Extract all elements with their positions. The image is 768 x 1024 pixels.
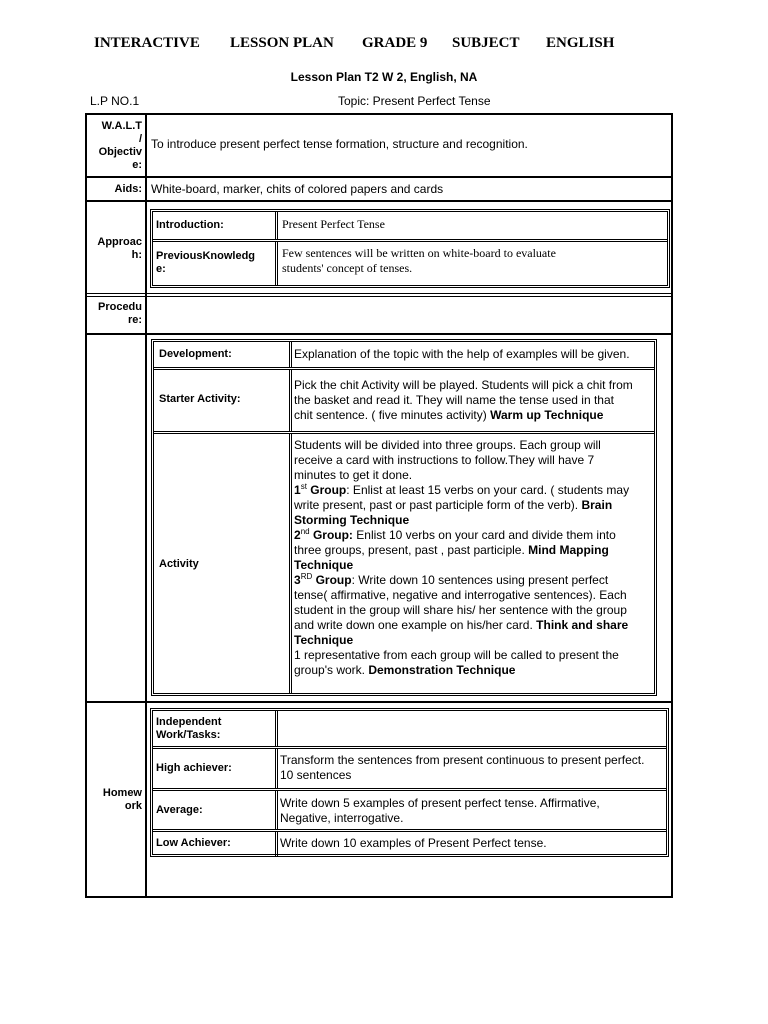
row-divider: [85, 200, 673, 202]
plan-title: Lesson Plan T2 W 2, English, NA: [290, 70, 478, 84]
row-divider: [85, 701, 673, 703]
starter-activity-label: Starter Activity:: [159, 393, 241, 405]
previous-knowledge-label: PreviousKnowledg e:: [156, 250, 256, 275]
introduction-text: Present Perfect Tense: [282, 217, 385, 231]
starter-activity-text: Pick the chit Activity will be played. Students will pick a chit from the basket and read it. They will name the tense used in that chit sentence. ( five minutes activity) Warm up Technique: [294, 378, 633, 422]
previous-knowledge-row: [153, 242, 667, 285]
row-divider: [85, 333, 673, 335]
activity-label: Activity: [159, 558, 199, 570]
header-english: ENGLISH: [546, 35, 615, 51]
starter-activity-row: [154, 370, 654, 434]
activity-text: Students will be divided into three groups. Each group will receive a card with instructions to follow.They will have 7 minutes to get it done. 1st Group: Enlist at least 15 verbs on your card. ( students may write present, past or past participle form of the verb). Brain Storming Technique 2nd Group: Enlist 10 verbs on your card and divide them into three groups, present, past , past participle. Mind Mapping Technique 3RD Group: Write down 10 sentences using present perfect tense( affirmative, negative and interrogative sentences). Each student in the group will share his/ her sentence with the group and write down one example on his/her card. Think and share Technique 1 representative from each group will be called to present the group's work. Demonstration Technique: [294, 438, 630, 677]
activity-row: [154, 434, 654, 693]
independent-work-label: Independent Work/Tasks:: [156, 716, 222, 741]
header-grade: GRADE 9: [362, 35, 428, 51]
aids-text: White-board, marker, chits of colored papers and cards: [151, 182, 444, 196]
independent-work-row: [153, 711, 666, 749]
walt-objective-text: To introduce present perfect tense formation, structure and recognition.: [151, 137, 528, 151]
high-achiever-row: [153, 749, 666, 791]
average-label: Average:: [156, 804, 203, 816]
high-achiever-label: High achiever:: [156, 762, 232, 774]
homework-table: [150, 708, 669, 857]
development-text: Explanation of the topic with the help of examples will be given.: [294, 347, 630, 361]
procedure-label: Procedu re:: [97, 301, 142, 326]
walt-label: W.A.L.T / Objectiv e:: [98, 120, 142, 171]
homework-label: Homew ork: [102, 787, 142, 812]
approach-table: [150, 209, 670, 288]
header-lesson-plan: LESSON PLAN: [230, 35, 334, 51]
average-row: [153, 791, 666, 832]
lp-number: L.P NO.1: [90, 94, 140, 108]
low-achiever-label: Low Achiever:: [156, 837, 231, 849]
average-text: Write down 5 examples of present perfect tense. Affirmative, Negative, interrogative.: [280, 796, 600, 825]
low-achiever-row: [153, 832, 666, 857]
row-divider: [85, 176, 673, 178]
row-divider: [85, 293, 673, 297]
procedure-table: [151, 339, 657, 696]
approach-label: Approac h:: [97, 236, 142, 261]
aids-label: Aids:: [114, 183, 142, 195]
development-row: [154, 342, 654, 370]
development-label: Development:: [159, 348, 232, 360]
previous-knowledge-text: Few sentences will be written on white-board to evaluate students' concept of tenses.: [282, 246, 556, 275]
header-subject: SUBJECT: [452, 35, 520, 51]
column-divider: [145, 113, 147, 898]
header-interactive: INTERACTIVE: [94, 35, 200, 51]
high-achiever-text: Transform the sentences from present continuous to present perfect. 10 sentences: [280, 753, 645, 782]
introduction-row: [153, 212, 667, 242]
low-achiever-text: Write down 10 examples of Present Perfect tense.: [280, 836, 547, 850]
topic: Topic: Present Perfect Tense: [338, 94, 491, 108]
introduction-label: Introduction:: [156, 219, 224, 231]
